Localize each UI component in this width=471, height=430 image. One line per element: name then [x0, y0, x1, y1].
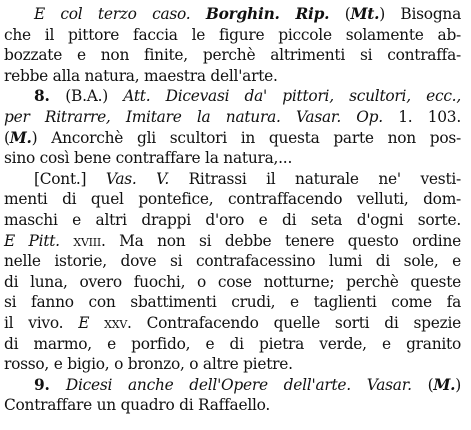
- text-segment: di marmo, e porfido, e di pietra verde, e granito: [4, 334, 461, 353]
- text-segment: xxv.: [89, 313, 147, 332]
- text-segment: E: [78, 313, 90, 332]
- text-line: [4, 45, 461, 66]
- text-segment: nelle istorie, dove si contrafacessino lumi di sole, e: [4, 252, 461, 271]
- text-segment: si fanno con sbattimenti crudi, e taglienti come fa: [4, 293, 461, 312]
- text-segment: M.: [433, 375, 456, 394]
- text-line: [4, 66, 461, 87]
- text-segment: sino così bene contraffare la natura,...: [4, 149, 293, 168]
- text-segment: di luna, overo fuochi, o cose notturne; perchè queste: [4, 272, 461, 291]
- text-line: [4, 169, 461, 190]
- text-segment: maschi e altri drappi d'oro e di seta d'ogni sorte.: [4, 210, 461, 229]
- text-line: [4, 313, 461, 334]
- text-line: [4, 395, 461, 416]
- text-segment: ): [455, 375, 461, 394]
- text-segment: (: [411, 375, 434, 394]
- text-segment: (: [4, 128, 10, 147]
- text-line: [4, 210, 461, 231]
- text-segment: per Ritrarre, Imitare la natura. Vasar. Op.: [4, 107, 383, 126]
- text-segment: (B.A.): [65, 87, 124, 106]
- text-segment: Mt.: [350, 5, 380, 23]
- text-segment: ) Bisogna: [379, 5, 462, 23]
- text-segment: Contraffare un quadro di Raffaello.: [4, 396, 271, 415]
- text-line: [4, 128, 461, 149]
- text-segment: [Cont.]: [34, 169, 106, 188]
- text-segment: bozzate e non finite, perchè altrimenti si contraffa-: [4, 46, 461, 65]
- text-segment: Dicesi anche dell'Opere dell'arte. Vasar.: [65, 375, 412, 394]
- text-segment: rebbe alla natura, maestra dell'arte.: [4, 66, 278, 85]
- text-segment: E col terzo caso.: [34, 5, 206, 23]
- text-line: [4, 231, 461, 252]
- text-segment: Borghin. Rip.: [205, 5, 330, 23]
- text-segment: ) Ancorchè gli scultori in questa parte non pos-: [31, 128, 461, 147]
- text-segment: Vas. V.: [105, 169, 169, 188]
- text-segment: Ma non si debbe tenere questo ordine: [119, 231, 461, 250]
- text-line: [4, 251, 461, 272]
- text-segment: che il pittore faccia le figure piccole solamente ab-: [4, 25, 461, 44]
- text-segment: il vivo.: [4, 313, 79, 332]
- text-segment: Ritrassi il naturale ne' vesti-: [168, 169, 461, 188]
- text-segment: xviii.: [59, 231, 120, 250]
- text-segment: menti di quel pontefice, contraffacendo velluti, dom-: [4, 190, 461, 209]
- text-line: [4, 334, 461, 355]
- text-segment: Att. Dicevasi da' pittori, scultori, ecc.,: [123, 87, 461, 106]
- text-segment: 1. 103.: [382, 107, 461, 126]
- text-line: [4, 375, 461, 396]
- text-segment: 8.: [34, 87, 66, 106]
- text-line: [4, 292, 461, 313]
- text-segment: rosso, e bigio, o bronzo, o altre pietre.: [4, 355, 293, 374]
- text-segment: M.: [9, 128, 32, 147]
- text-segment: (: [329, 5, 351, 23]
- text-segment: Contrafacendo quelle sorti di spezie: [146, 313, 461, 332]
- text-line: [4, 107, 461, 128]
- text-line: [4, 354, 461, 375]
- text-line: [4, 4, 461, 25]
- text-line: [4, 272, 461, 293]
- text-segment: 9.: [34, 375, 66, 394]
- text-line: [4, 86, 461, 107]
- text-line: [4, 25, 461, 46]
- text-line: [4, 148, 461, 169]
- text-line: [4, 189, 461, 210]
- text-segment: E Pitt.: [4, 231, 60, 250]
